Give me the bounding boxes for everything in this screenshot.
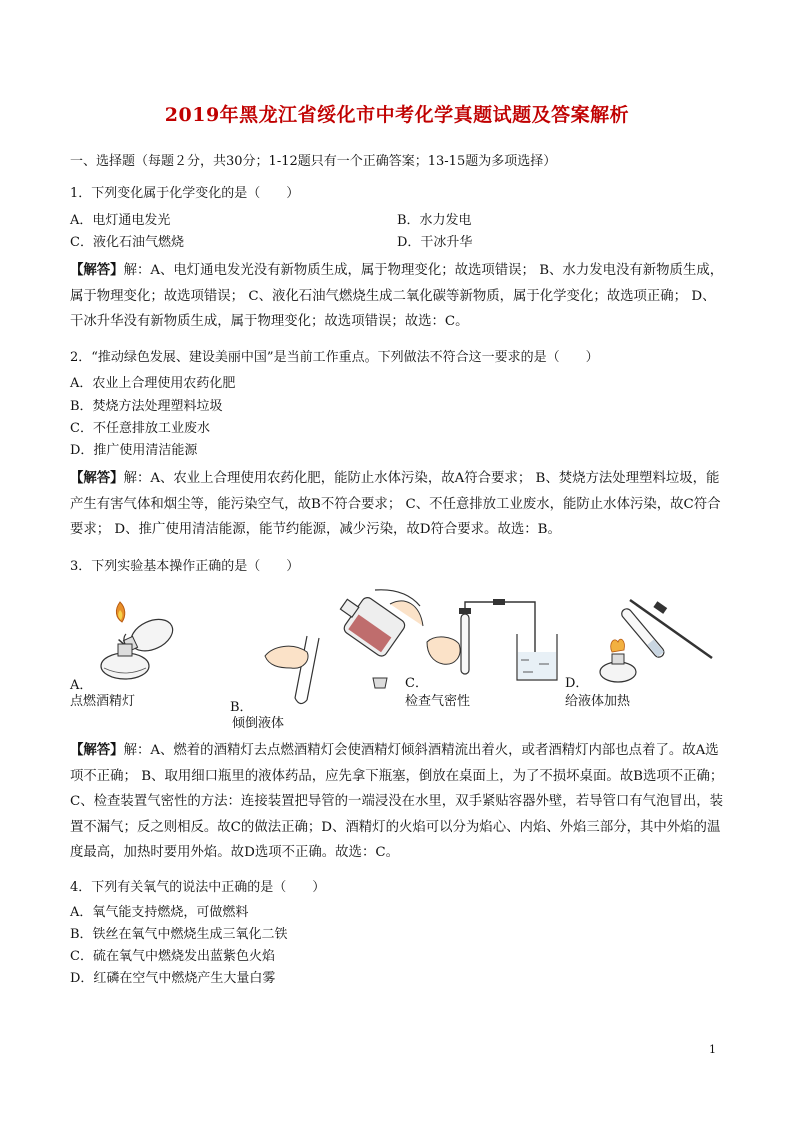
q2-answer-lead: 【解答】 (70, 470, 124, 486)
q3-fig-b-letter: B． (230, 700, 253, 715)
q2-option-a: A．农业上合理使用农药化肥 (70, 376, 236, 391)
q3-fig-a-caption: 点燃酒精灯 (70, 694, 136, 709)
q1-answer (70, 258, 726, 335)
q3-fig-c-letter: C． (405, 676, 428, 691)
q1-stem: 1．下列变化属于化学变化的是（ ） (70, 186, 300, 201)
q3-answer-body: 解：A、燃着的酒精灯去点燃酒精灯会使酒精灯倾斜酒精流出着火，或者酒精灯内部也点着了。故A选项不正确； B、取用细口瓶里的液体药品，应先拿下瓶塞，倒放在桌面上，为了不损坏桌面。故B选项不正确； C、检查装置气密性的方法：连接装置把导管的一端浸没在水里，双手紧贴容器外壁，若导管口有气泡冒出，装置不漏气；反之则相反。故C的做法正确；D、酒精灯的火焰可以分为焰心、内焰、外焰三部分，其中外焰的温度最高，加热时要用外焰。故D选项不正确。故选：C。 (70, 743, 724, 860)
alcohol-lamp-lighting-icon (80, 596, 200, 686)
page-number: 1 (709, 1043, 716, 1056)
q4-option-a: A．氧气能支持燃烧，可做燃料 (70, 905, 249, 920)
page-title: 2019年黑龙江省绥化市中考化学真题试题及答案解析 (164, 104, 630, 126)
q3-fig-c-caption: 检查气密性 (405, 694, 471, 709)
q3-stem: 3．下列实验基本操作正确的是（ ） (70, 559, 300, 574)
q3-fig-a-letter: A． (70, 678, 93, 693)
q3-figure (60, 586, 740, 736)
q2-option-c: C．不任意排放工业废水 (70, 421, 210, 436)
q1-answer-body: 解：A、电灯通电发光没有新物质生成，属于物理变化；故选项错误； B、水力发电没有新物质生成，属于物理变化；故选项错误； C、液化石油气燃烧生成二氧化碳等新物质，属于化学变化；故选项正确； D、干冰升华没有新物质生成，属于物理变化；故选项错误；故选：C。 (70, 263, 724, 329)
q3-answer-lead: 【解答】 (70, 742, 124, 758)
q2-option-b: B．焚烧方法处理塑料垃圾 (70, 399, 223, 414)
q1-option-a: A．电灯通电发光 (70, 213, 171, 228)
q1-option-c: C．液化石油气燃烧 (70, 235, 184, 250)
heating-liquid-icon (590, 590, 720, 685)
q3-fig-d-letter: D． (565, 676, 589, 691)
q3-answer (70, 738, 726, 866)
q1-option-b: B．水力发电 (397, 213, 472, 228)
q2-option-d: D．推广使用清洁能源 (70, 443, 198, 458)
q1-answer-lead: 【解答】 (70, 262, 124, 278)
q3-fig-d-caption: 给液体加热 (565, 694, 631, 709)
section-header: 一、选择题（每题２分，共30分；1-12题只有一个正确答案；13-15题为多项选择） (70, 154, 557, 169)
q2-stem: 2．“推动绿色发展、建设美丽中国”是当前工作重点。下列做法不符合这一要求的是（ ） (70, 350, 599, 365)
pouring-liquid-icon (255, 586, 425, 711)
q2-answer (70, 466, 726, 543)
q4-option-d: D．红磷在空气中燃烧产生大量白雾 (70, 971, 276, 986)
q4-option-c: C．硫在氧气中燃烧发出蓝紫色火焰 (70, 949, 275, 964)
airtightness-check-icon (425, 594, 565, 689)
q4-option-b: B．铁丝在氧气中燃烧生成三氧化二铁 (70, 927, 288, 942)
q2-answer-body: 解：A、农业上合理使用农药化肥，能防止水体污染，故A符合要求； B、焚烧方法处理塑料垃圾，能产生有害气体和烟尘等，能污染空气，故B不符合要求； C、不任意排放工业废水，能防止水体污染，故C符合要求； D、推广使用清洁能源，能节约能源，减少污染，故D符合要求。故选：B。 (70, 471, 721, 537)
q4-stem: 4．下列有关氧气的说法中正确的是（ ） (70, 880, 326, 895)
q1-option-d: D．干冰升华 (397, 235, 473, 250)
q3-fig-b-caption: 倾倒液体 (232, 716, 285, 731)
